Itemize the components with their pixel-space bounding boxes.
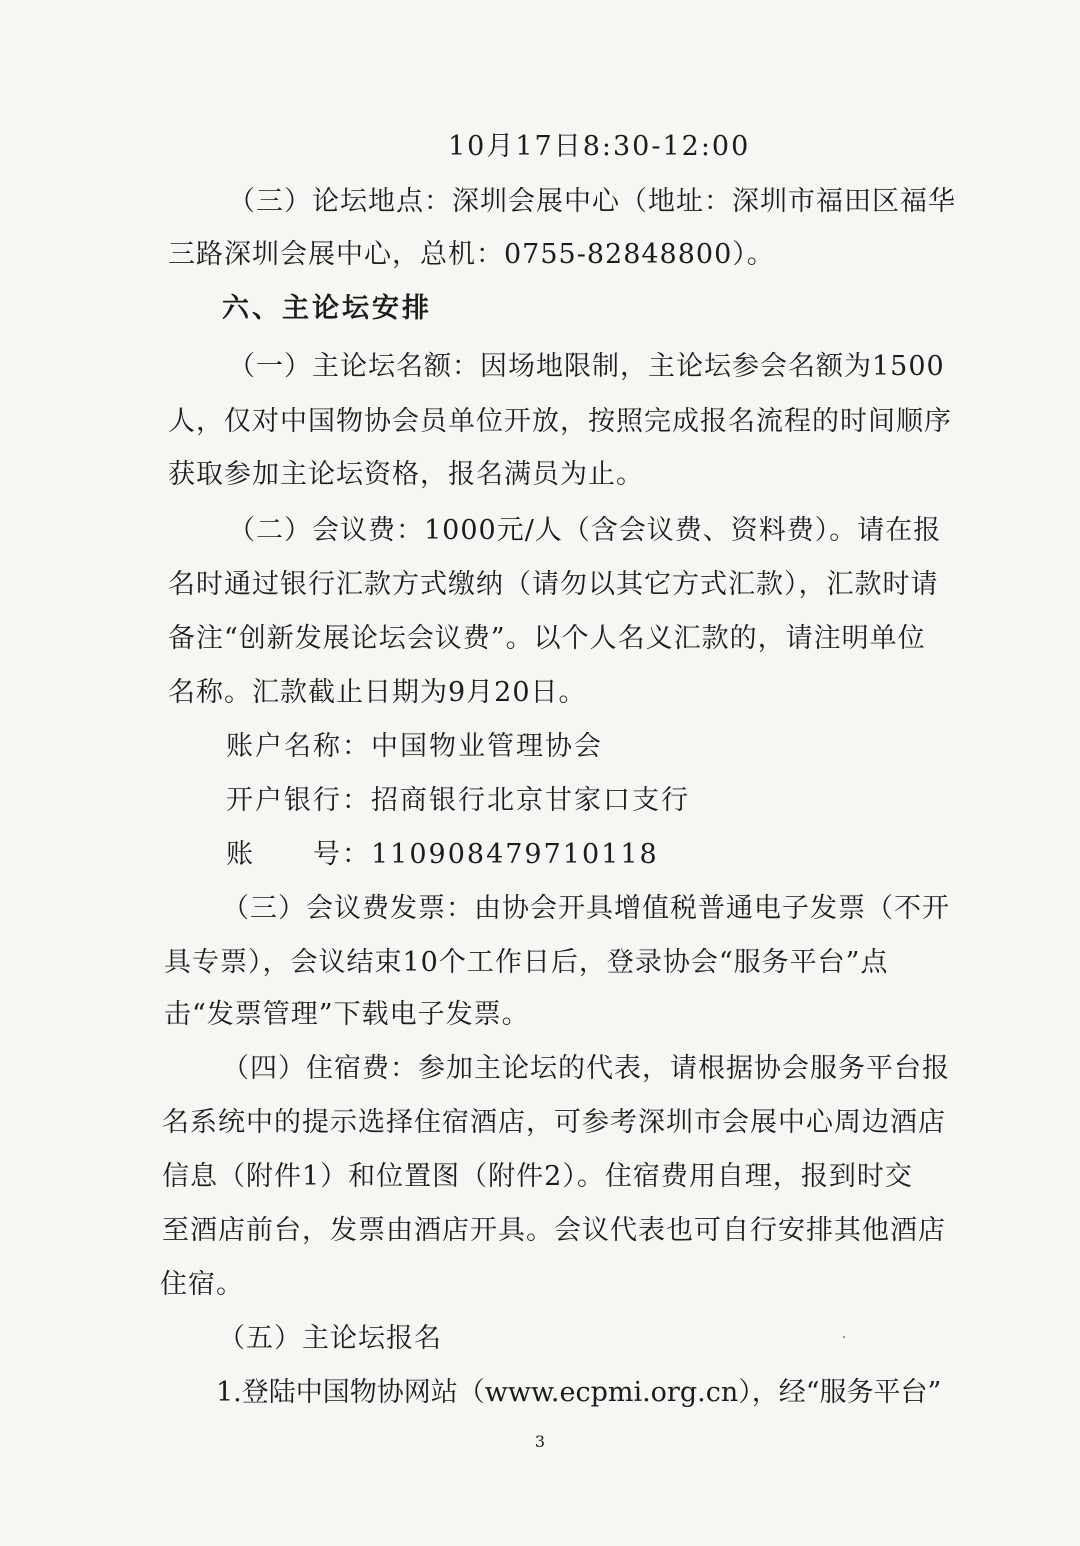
text-line-lodging-cont4: 住宿。 bbox=[160, 1269, 244, 1300]
text-line-lodging-cont1: 名系统中的提示选择住宿酒店，可参考深圳市会展中心周边酒店 bbox=[162, 1107, 946, 1138]
text-line-quota-cont1: 人，仅对中国物协会员单位开放，按照完成报名流程的时间顺序 bbox=[168, 406, 952, 437]
text-line-lodging-cont2: 信息（附件1）和位置图（附件2）。住宿费用自理，报到时交 bbox=[162, 1161, 913, 1192]
section-heading-main-forum: 六、主论坛安排 bbox=[222, 293, 432, 324]
text-line-fee-cont2: 备注“创新发展论坛会议费”。以个人名义汇款的，请注明单位 bbox=[168, 623, 926, 654]
text-line-registration-step1: 1.登陆中国物协网站（www.ecpmi.org.cn），经“服务平台” bbox=[216, 1377, 942, 1408]
text-line-lodging-cont3: 至酒店前台，发票由酒店开具。会议代表也可自行安排其他酒店 bbox=[162, 1215, 946, 1246]
text-line-invoice: （三）会议费发票：由协会开具增值税普通电子发票（不开 bbox=[222, 893, 950, 924]
text-line-quota: （一）主论坛名额：因场地限制，主论坛参会名额为1500 bbox=[228, 351, 945, 382]
text-line-fee: （二）会议费：1000元/人（含会议费、资料费）。请在报 bbox=[228, 515, 942, 546]
account-name: 账户名称：中国物业管理协会 bbox=[226, 731, 603, 762]
text-line-fee-cont3: 名称。汇款截止日期为9月20日。 bbox=[168, 677, 587, 708]
text-line-lodging: （四）住宿费：参加主论坛的代表，请根据协会服务平台报 bbox=[222, 1053, 950, 1084]
text-line-invoice-cont2: 击“发票管理”下载电子发票。 bbox=[164, 999, 530, 1030]
text-line-fee-cont1: 名时通过银行汇款方式缴纳（请勿以其它方式汇款），汇款时请 bbox=[168, 569, 939, 600]
text-line-registration-heading: （五）主论坛报名 bbox=[218, 1323, 442, 1354]
text-line-venue: （三）论坛地点：深圳会展中心（地址：深圳市福田区福华 bbox=[228, 186, 956, 217]
scan-speck bbox=[843, 1336, 845, 1338]
page-number: 3 bbox=[534, 1432, 546, 1451]
account-bank: 开户银行：招商银行北京甘家口支行 bbox=[226, 785, 690, 816]
account-number: 账 号：110908479710118 bbox=[226, 839, 659, 870]
text-line-invoice-cont1: 具专票），会议结束10个工作日后，登录协会“服务平台”点 bbox=[164, 947, 889, 978]
text-line-time: 10月17日8:30-12:00 bbox=[448, 131, 751, 162]
text-line-quota-cont2: 获取参加主论坛资格，报名满员为止。 bbox=[168, 459, 644, 490]
text-line-venue-cont: 三路深圳会展中心，总机：0755-82848800）。 bbox=[168, 239, 775, 270]
